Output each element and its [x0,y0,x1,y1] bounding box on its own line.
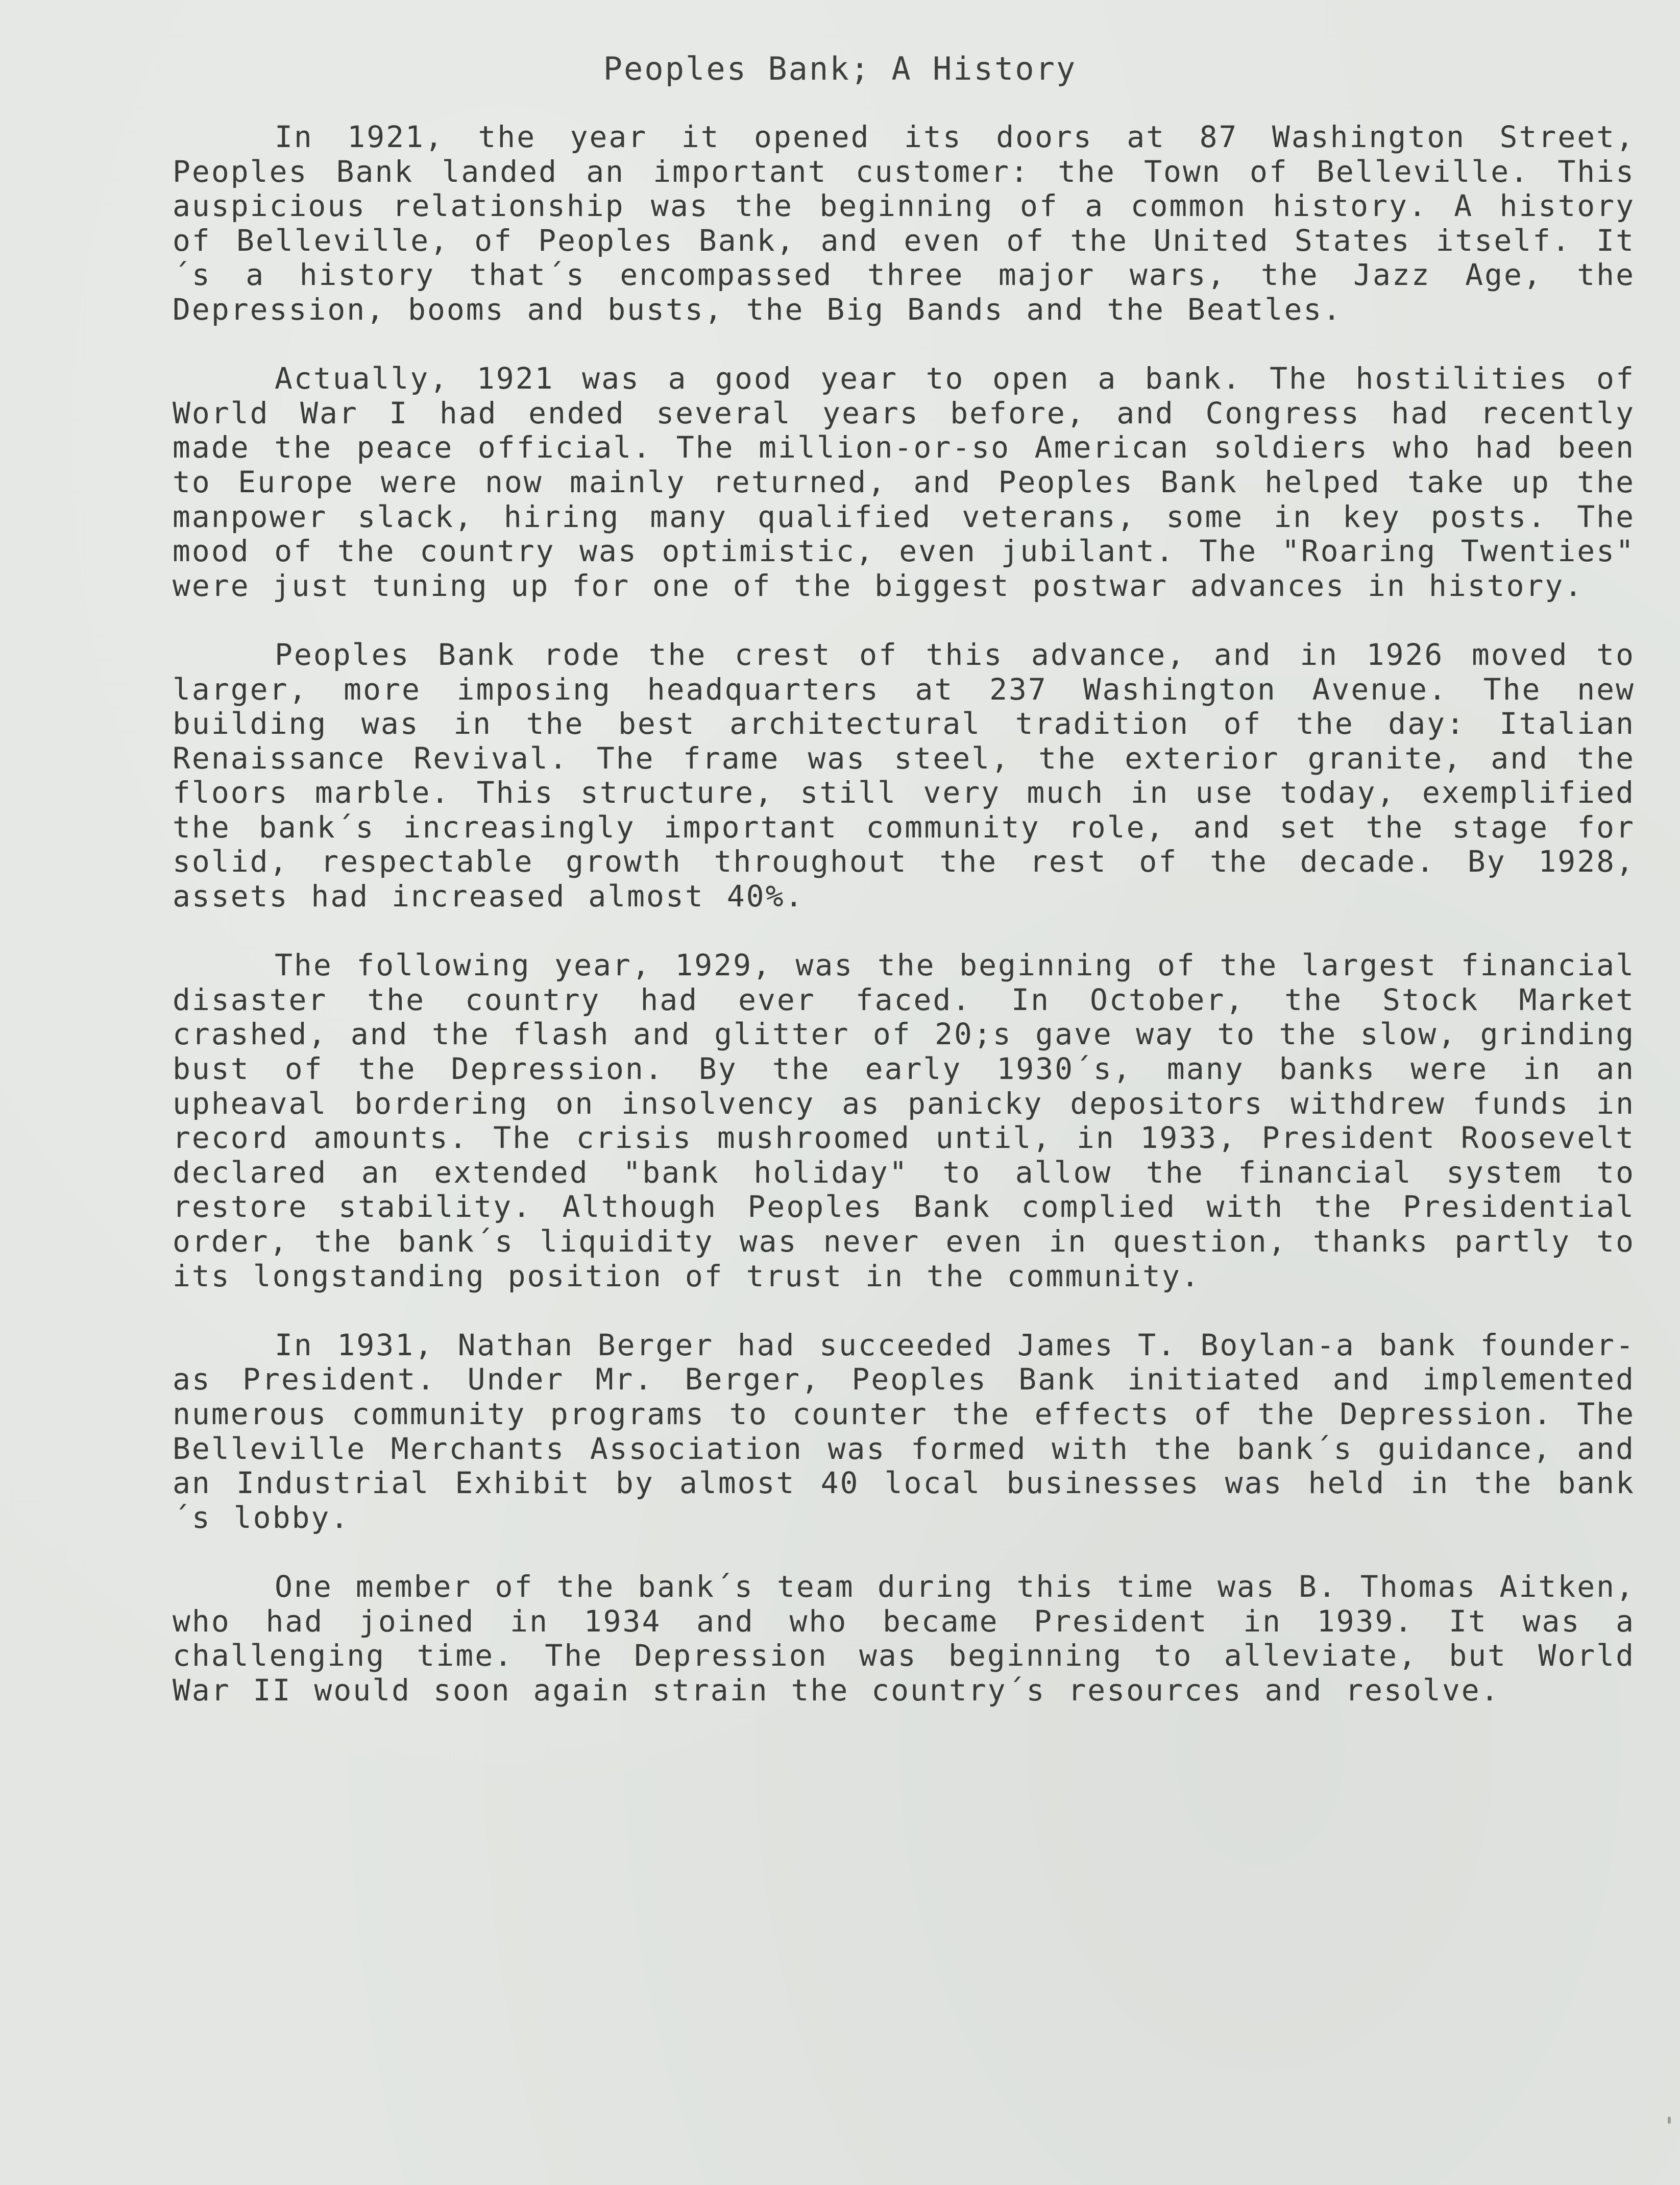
paragraph-4: The following year, 1929, was the beginning of the largest financial disaster the country had ever faced. In October, the Stock Market crashed, and the flash and glitter of 20;s gave way to the slow, grinding bust of the Depression. By the early 1930´s, many banks were in an upheaval bordering on insolvency as panicky depositors withdrew funds in record amounts. The crisis mushroomed until, in 1933, President Roosevelt declared an extended "bank holiday" to allow the financial system to restore stability. Although Peoples Bank complied with the Presidential order, the bank´s liquidity was never even in question, thanks partly to its longstanding position of trust in the community. [173,948,1635,1293]
paragraph-5: In 1931, Nathan Berger had succeeded James T. Boylan-a bank founder-as President. Under Mr. Berger, Peoples Bank initiated and implemented numerous community programs to counter the effects of the Depression. The Belleville Merchants Association was formed with the bank´s guidance, and an Industrial Exhibit by almost 40 local businesses was held in the bank´s lobby. [173,1327,1635,1535]
paper-speck [1668,2117,1671,2124]
paragraph-6: One member of the bank´s team during this time was B. Thomas Aitken, who had joined in 1934 and who became President in 1939. It was a challenging time. The Depression was beginning to alleviate, but World War II would soon again strain the country´s resources and resolve. [173,1569,1635,1708]
paragraph-2: Actually, 1921 was a good year to open a bank. The hostilities of World War I had ended several years before, and Congress had recently made the peace official. The million-or-so American soldiers who had been to Europe were now mainly returned, and Peoples Bank helped take up the manpower slack, hiring many qualified veterans, some in key posts. The mood of the country was optimistic, even jubilant. The "Roaring Twenties" were just tuning up for one of the biggest postwar advances in history. [173,361,1635,603]
document-body [173,120,1635,1742]
paragraph-3: Peoples Bank rode the crest of this advance, and in 1926 moved to larger, more imposing headquarters at 237 Washington Avenue. The new building was in the best architectural tradition of the day: Italian Renaissance Revival. The frame was steel, the exterior granite, and the floors marble. This structure, still very much in use today, exemplified the bank´s increasingly important community role, and set the stage for solid, respectable growth throughout the rest of the decade. By 1928, assets had increased almost 40%. [173,637,1635,914]
document-title: Peoples Bank; A History [603,50,1077,87]
paragraph-1: In 1921, the year it opened its doors at 87 Washington Street, Peoples Bank landed an important customer: the Town of Belleville. This auspicious relationship was the beginning of a common history. A history of Belleville, of Peoples Bank, and even of the United States itself. It´s a history that´s encompassed three major wars, the Jazz Age, the Depression, booms and busts, the Big Bands and the Beatles. [173,119,1635,327]
